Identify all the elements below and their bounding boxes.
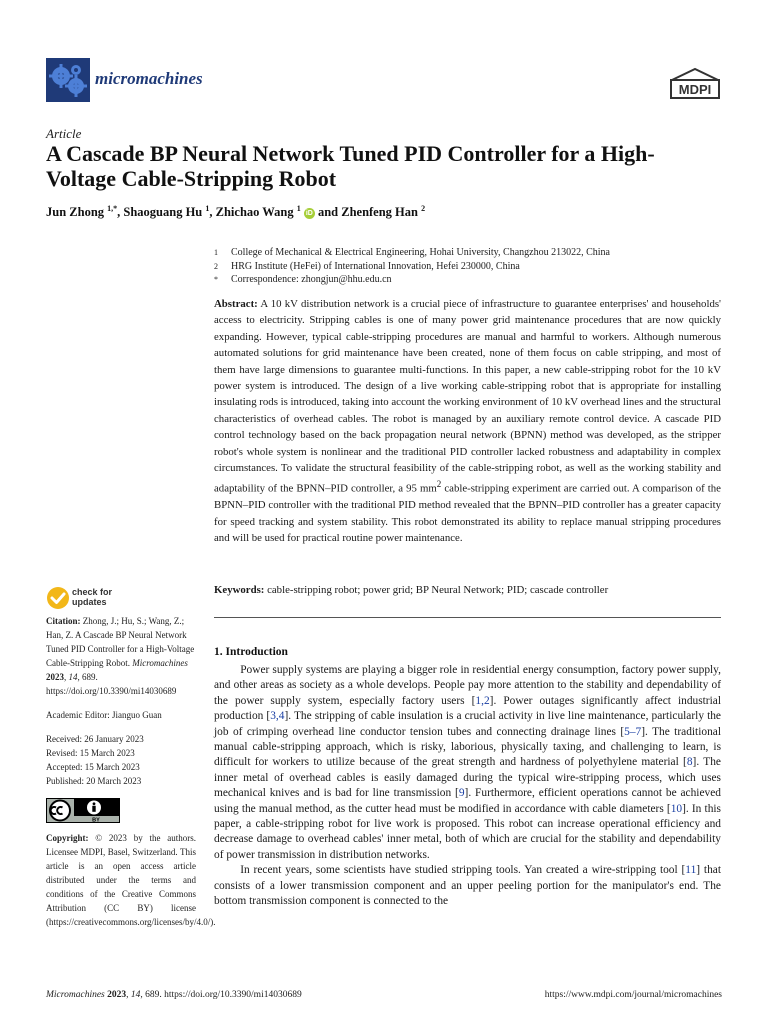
sidebar: [46, 614, 216, 929]
copyright-label: Copyright:: [46, 833, 89, 843]
author-name[interactable]: Zhichao Wang: [215, 205, 294, 220]
citation-link[interactable]: 11: [685, 864, 697, 877]
correspondence-text[interactable]: Correspondence: zhongjun@hhu.edu.cn: [231, 274, 392, 285]
revised-date: Revised: 15 March 2023: [46, 748, 135, 758]
author-separator: ,: [117, 205, 124, 220]
affiliation-text: HRG Institute (HeFei) of International Innovation, Hefei 230000, China: [231, 260, 520, 272]
author-name[interactable]: Shaoguang Hu: [123, 205, 203, 220]
paragraph-text: ]. The traditional manual cable-stripping approach, which is risky, laborious, physically taxing, and challenging to learn, is difficult for workers to utilize because of the great strength and hardness of polyethylene material [: [214, 725, 721, 769]
dates: [46, 732, 196, 788]
check-updates-line: check for: [72, 587, 113, 597]
citation-text: Zhong, J.; Hu, S.; Wang, Z.; Han, Z. A Cascade BP Neural Network Tuned PID Controller for a High-Voltage Cable-Stripping Robot.: [46, 616, 195, 668]
author-affiliation-mark: 1,*: [107, 204, 118, 213]
affiliation-row: [214, 260, 734, 274]
paragraph-text: ] that consists of a lower transmission component and an upper peeling portion for the manipulator's end. The bottom transmission component is connected to the: [214, 864, 721, 908]
accepted-date: Accepted: 15 March 2023: [46, 762, 140, 772]
affiliation-text: College of Mechanical & Electrical Engineering, Hohai University, Changzhou 213022, China: [231, 247, 610, 258]
keywords: [214, 584, 721, 596]
citation-text: ,: [64, 672, 69, 682]
orcid-icon[interactable]: iD: [305, 210, 313, 218]
citation-doi[interactable]: , 689. https://doi.org/10.3390/mi14030689: [46, 672, 177, 696]
abstract-superscript: 2: [436, 479, 442, 490]
correspondence-row: [214, 273, 734, 287]
abstract-label: Abstract:: [214, 298, 258, 310]
author-list: [46, 204, 425, 220]
paragraph-text: ]. Furthermore, efficient operations cannot be achieved using the manual method, as the cutter head must be modified in accordance with cable diameters [: [214, 787, 721, 815]
article-title: A Cascade BP Neural Network Tuned PID Controller for a High-Voltage Cable-Stripping Robot: [46, 141, 655, 191]
paragraph-text: ]. The inner metal of overhead cables is easily damaged during the typical wire-stripping process, which uses mechanical knives and is bad for line transmission [: [214, 756, 721, 800]
author-affiliation-mark: 1: [205, 204, 210, 213]
footer-journal: Micromachines: [46, 990, 105, 1000]
footer-year: 2023: [104, 990, 127, 1000]
citation-volume: 14: [68, 672, 78, 682]
paragraph: [214, 663, 721, 863]
footer-volume: 14: [130, 990, 141, 1000]
published-date: Published: 20 March 2023: [46, 776, 142, 786]
article-type: Article: [46, 126, 82, 141]
received-date: Received: 26 January 2023: [46, 734, 144, 744]
copyright-text: © 2023 by the authors. Licensee MDPI, Basel, Switzerland. This article is an open access article distributed under the terms and conditions of the Creative Commons Attribution (CC BY) license (https://creativecommons.org/licenses/by/4.0/).: [46, 833, 216, 927]
cc-by-license-icon[interactable]: [46, 798, 120, 823]
copyright-notice: [46, 831, 216, 929]
check-updates-line: updates: [72, 597, 107, 607]
section-divider: [214, 617, 721, 618]
abstract: [214, 296, 721, 547]
author-affiliation-mark: 2: [421, 204, 426, 213]
check-for-updates-button[interactable]: [46, 586, 166, 610]
author-separator: and: [314, 205, 342, 220]
affiliation-mark: 1: [214, 248, 218, 257]
citation-link[interactable]: 5–7: [624, 725, 642, 738]
mdpi-logo-text: MDPI: [678, 82, 712, 97]
paragraph-text: ]. Power outages significantly affect industrial production [: [214, 694, 721, 723]
citation-link[interactable]: 1,2: [475, 694, 490, 707]
affiliation-row: [214, 246, 734, 260]
citation-link[interactable]: 9: [458, 787, 465, 800]
citation-label: Citation:: [46, 616, 81, 626]
author-name[interactable]: Jun Zhong: [46, 205, 105, 220]
abstract-text: A 10 kV distribution network is a crucial piece of infrastructure to guarantee enterprises' and households' access to electricity. Stripping cables is one of many power grid maintenance procedures that are now quickly expanding. However, typical cable-stripping procedures are manual and harmful to workers. Although numerous automated solutions for grid maintenance have been created, none of them focus on cable stripping, and most of them have large dimensions to guarantee multi-functions. In this paper, a new cable-stripping robot for the 10 kV power system is introduced. The design of a live working cable-stripping robot that is appropriate for installing insulating rods is introduced, taking into account the working environment of 10 kV overhead lines and the structural characteristics of overhead cables. The robot is managed by an auxiliary remote control device. A cascade PID control technology based on the back propagation neural network (BPNN) method was developed, as the stripper robot's whole system is nonlinear and the traditional PID controller lacked robustness and adaptability in complex circumstances. To validate the structural feasibility of the cable-stripping robot, as well as the working stability and adaptability of the BPNN–PID controller, a 95 mm: [214, 298, 721, 496]
affiliation-mark: *: [214, 275, 218, 284]
check-updates-icon: [46, 586, 70, 610]
introduction-body: [214, 663, 721, 910]
citation: [46, 614, 196, 698]
citation-journal: Micromachines: [132, 658, 188, 668]
citation-year: 2023: [46, 672, 64, 682]
author-separator: ,: [209, 205, 216, 220]
abstract-text: cable-stripping experiment are carried out. A comparison of the BPNN–PID controller with the traditional PID method revealed that the BPNN–PID controller has a greater capacity for speed tracking and system stability. This robot demonstrated its ability to replace manual stripping procedures and will be used for practical routine power maintenance.: [214, 483, 721, 545]
paragraph: [214, 863, 721, 909]
academic-editor: Academic Editor: Jianguo Guan: [46, 710, 162, 720]
footer-journal-url[interactable]: https://www.mdpi.com/journal/micromachines: [544, 990, 722, 1000]
citation-link[interactable]: 3,4: [270, 710, 285, 723]
keywords-text: cable-stripping robot; power grid; BP Neural Network; PID; cascade controller: [264, 584, 609, 596]
mdpi-logo[interactable]: [668, 66, 722, 100]
paragraph-text: ]. The stripping of cable insulation is a crucial activity in live line maintenance, particularly the job of crimping overhead line conductor tension tubes and connecting drainage lines [: [214, 710, 721, 738]
author-affiliation-mark: 1: [296, 204, 301, 213]
paragraph-text: In recent years, some scientists have studied stripping tools. Yan created a wire-stripping tool [: [240, 864, 686, 877]
paragraph-text: Power supply systems are playing a bigger role in residential energy consumption, factory power supply, and other areas as society as a whole develops. People pay more attention to the stability and dependability of the power supply system, especially factory users [: [214, 664, 721, 707]
section-heading: 1. Introduction: [214, 646, 288, 658]
svg-text:BY: BY: [92, 817, 100, 823]
keywords-label: Keywords:: [214, 584, 265, 596]
affiliations: [214, 246, 734, 287]
check-updates-label: [72, 587, 112, 607]
citation-link[interactable]: 8: [686, 756, 693, 769]
footer-doi[interactable]: , 689. https://doi.org/10.3390/mi14030689: [140, 990, 302, 1000]
paragraph-text: ]. In this paper, a cable-stripping robot for live work is proposed. This robot can increase operational efficiency and decrease damage to overhead cables' inner metal, both of which are crucial for the stability and dependability of power transmission in distribution networks.: [214, 802, 721, 861]
footer-citation: [46, 990, 302, 1000]
author-name[interactable]: Zhenfeng Han: [341, 205, 418, 220]
gears-icon: [46, 58, 90, 102]
citation-link[interactable]: 10: [670, 802, 683, 815]
footer-text: ,: [126, 990, 131, 1000]
affiliation-mark: 2: [214, 261, 218, 271]
journal-name[interactable]: micromachines: [95, 69, 203, 88]
